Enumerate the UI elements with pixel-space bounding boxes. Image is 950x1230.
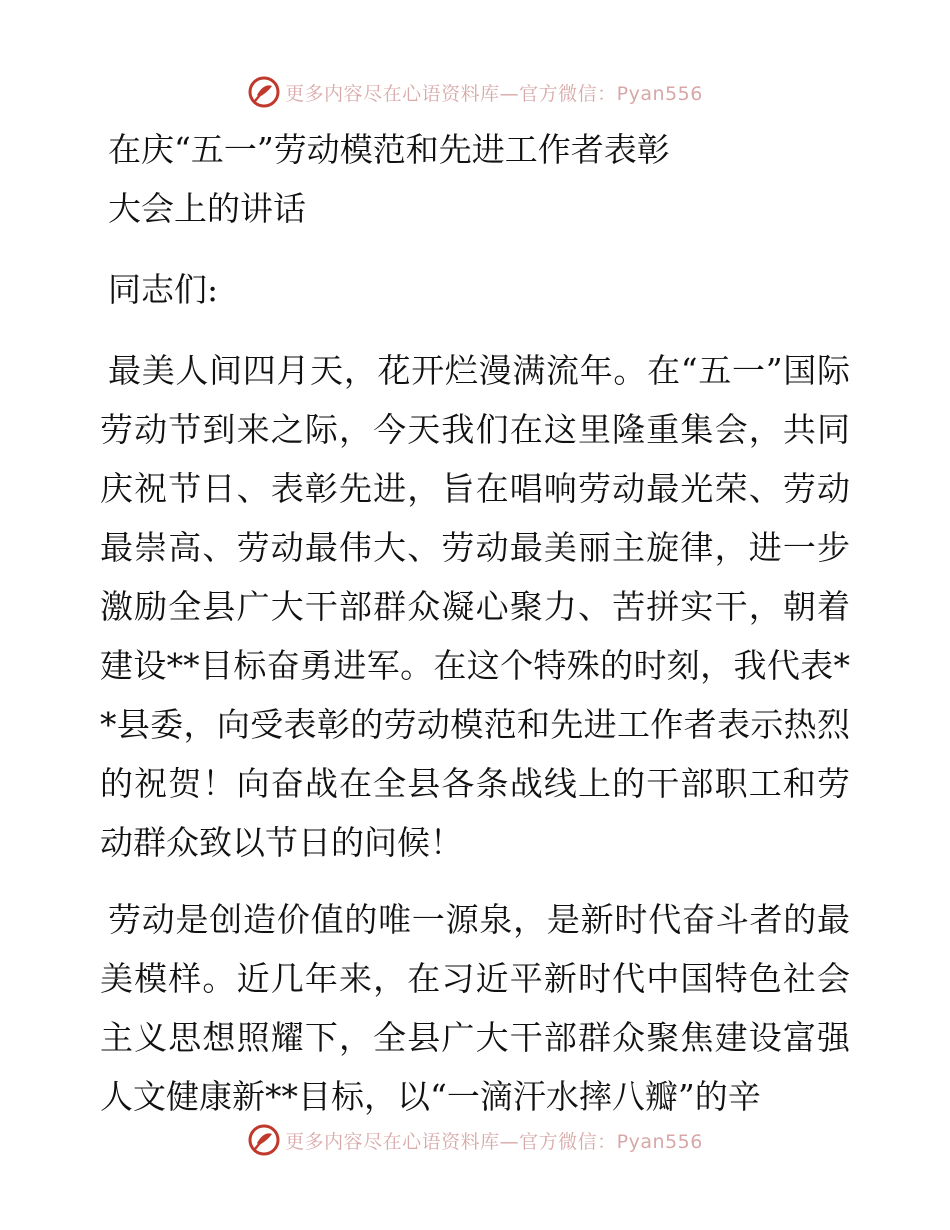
- document-title-line-1: 在庆“五一”劳动模范和先进工作者表彰: [108, 130, 670, 169]
- paragraph: 最美人间四月天，花开烂漫满流年。在“五一”国际劳动节到来之际，今天我们在这里隆重集会，共同庆祝节日、表彰先进，旨在唱响劳动最光荣、劳动最崇高、劳动最伟大、劳动最美丽主旋律，进一步激励全县广大干部群众凝心聚力、苦拼实干，朝着建设**目标奋勇进军。在这个特殊的时刻，我代表**县委，向受表彰的劳动模范和先进工作者表示热烈的祝贺！向奋战在全县各条战线上的干部职工和劳动群众致以节日的问候！: [100, 351, 850, 862]
- header-watermark: [0, 72, 950, 112]
- document-title-line-2: 大会上的讲话: [108, 189, 306, 228]
- greeting: 同志们:: [108, 270, 219, 309]
- footer-watermark: [0, 1120, 950, 1160]
- document-body: [100, 120, 850, 1144]
- watermark-text: 更多内容尽在心语资料库—官方微信：Pyan556: [285, 82, 703, 105]
- paragraph: 劳动是创造价值的唯一源泉，是新时代奋斗者的最美模样。近几年来，在习近平新时代中国特色社会主义思想照耀下，全县广大干部群众聚焦建设富强人文健康新**目标，以“一滴汗水摔八瓣”的辛: [100, 900, 850, 1116]
- watermark-text: 更多内容尽在心语资料库—官方微信：Pyan556: [285, 1130, 703, 1153]
- heart-quill-logo-icon: [247, 1123, 281, 1157]
- heart-quill-logo-icon: [247, 75, 281, 109]
